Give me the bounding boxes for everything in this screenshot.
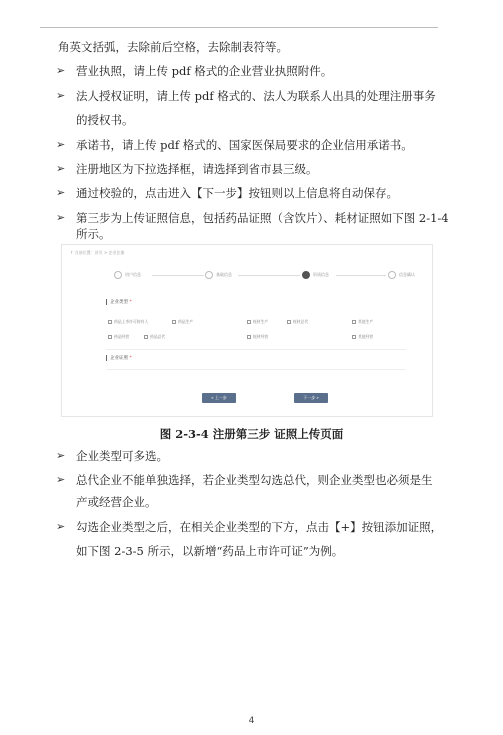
section-divider [106, 369, 406, 370]
checkbox-icon [247, 335, 251, 339]
checkbox-drug-distribution[interactable]: 药品经营 [108, 334, 129, 340]
bullet-icon: ➢ [56, 162, 66, 175]
step-connector [336, 275, 386, 276]
bullet-text-cont: 的授权书。 [76, 113, 134, 127]
bullet-icon: ➢ [56, 89, 66, 102]
step-label: 基础信息 [216, 272, 232, 277]
step-pending-icon [388, 271, 396, 279]
checkbox-consumable-production[interactable]: 耗材生产 [247, 319, 268, 325]
required-mark: * [129, 356, 132, 361]
figure-screenshot [61, 244, 433, 417]
checkbox-drug-production[interactable]: 药品生产 [172, 319, 193, 325]
step-connector [152, 275, 204, 276]
step-label: 资质信息 [313, 272, 329, 277]
checkbox-consumable-distribution[interactable]: 耗材经营 [247, 334, 268, 340]
bullet-icon: ➢ [56, 473, 66, 486]
step-label: 用户信息 [125, 272, 141, 277]
step-connector [238, 275, 300, 276]
breadcrumb: ↑ 当前位置：首页 > 企业注册 [70, 250, 125, 255]
step-check-icon [205, 271, 213, 279]
next-step-button[interactable]: 下一步 » [294, 393, 328, 403]
bullet-icon: ➢ [56, 211, 66, 224]
bullet-text: 通过校验的，点击进入【下一步】按钮则以上信息将自动保存。 [76, 186, 398, 200]
checkbox-other-distribution[interactable]: 其他经营 [352, 334, 373, 340]
bullet-text: 第三步为上传证照信息，包括药品证照（含饮片）、耗材证照如下图 2-1-4 [76, 211, 449, 225]
bullet-icon: ➢ [56, 186, 66, 199]
step-label: 信息确认 [399, 272, 415, 277]
text-line: 角英文括弧，去除前后空格，去除制表符等。 [58, 40, 288, 54]
checkbox-icon [287, 320, 291, 324]
header-rule [40, 27, 438, 28]
checkbox-icon [108, 335, 112, 339]
bullet-icon: ➢ [56, 138, 66, 151]
checkbox-icon [352, 335, 356, 339]
page-number: 4 [248, 716, 255, 726]
bullet-text-cont: 所示。 [76, 227, 111, 241]
section-divider [106, 349, 406, 350]
bullet-text: 承诺书，请上传 pdf 格式的、国家医保局要求的企业信用承诺书。 [76, 138, 413, 152]
checkbox-icon [247, 320, 251, 324]
bullet-text: 勾选企业类型之后，在相关企业类型的下方，点击【+】按钮添加证照， [76, 520, 443, 534]
bullet-text: 法人授权证明，请上传 pdf 格式的、法人为联系人出具的处理注册事务 [76, 89, 436, 103]
bullet-icon: ➢ [56, 520, 66, 533]
checkbox-icon [352, 320, 356, 324]
checkbox-drug-general-agent[interactable]: 药品总代 [144, 334, 165, 340]
bullet-text: 营业执照，请上传 pdf 格式的企业营业执照附件。 [76, 64, 333, 78]
enterprise-type-title: 企业类型 * [106, 299, 132, 305]
bullet-text-cont: 如下图 2-3-5 所示，以新增“药品上市许可证”为例。 [76, 544, 344, 558]
checkbox-consumable-general-agent[interactable]: 耗材总代 [287, 319, 308, 325]
checkbox-other-production[interactable]: 其他生产 [352, 319, 373, 325]
checkbox-icon [144, 335, 148, 339]
checkbox-drug-mah[interactable]: 药品上市许可持有人 [108, 319, 148, 325]
step-current-icon [302, 271, 310, 279]
enterprise-license-title: 企业证照 * [106, 355, 132, 361]
required-mark: * [129, 300, 132, 305]
step-check-icon [114, 271, 122, 279]
bullet-icon: ➢ [56, 449, 66, 462]
bullet-text: 总代企业不能单独选择，若企业类型勾选总代，则企业类型也必须是生 [76, 473, 433, 487]
prev-step-button[interactable]: « 上一步 [202, 393, 236, 403]
bullet-text-cont: 产或经营企业。 [76, 495, 157, 509]
figure-caption: 图 2-3-4 注册第三步 证照上传页面 [159, 427, 344, 441]
bullet-icon: ➢ [56, 64, 66, 77]
checkbox-icon [172, 320, 176, 324]
checkbox-icon [108, 320, 112, 324]
bullet-text: 企业类型可多选。 [76, 449, 168, 463]
bullet-text: 注册地区为下拉选择框，请选择到省市县三级。 [76, 162, 318, 176]
step-progress [62, 268, 432, 282]
